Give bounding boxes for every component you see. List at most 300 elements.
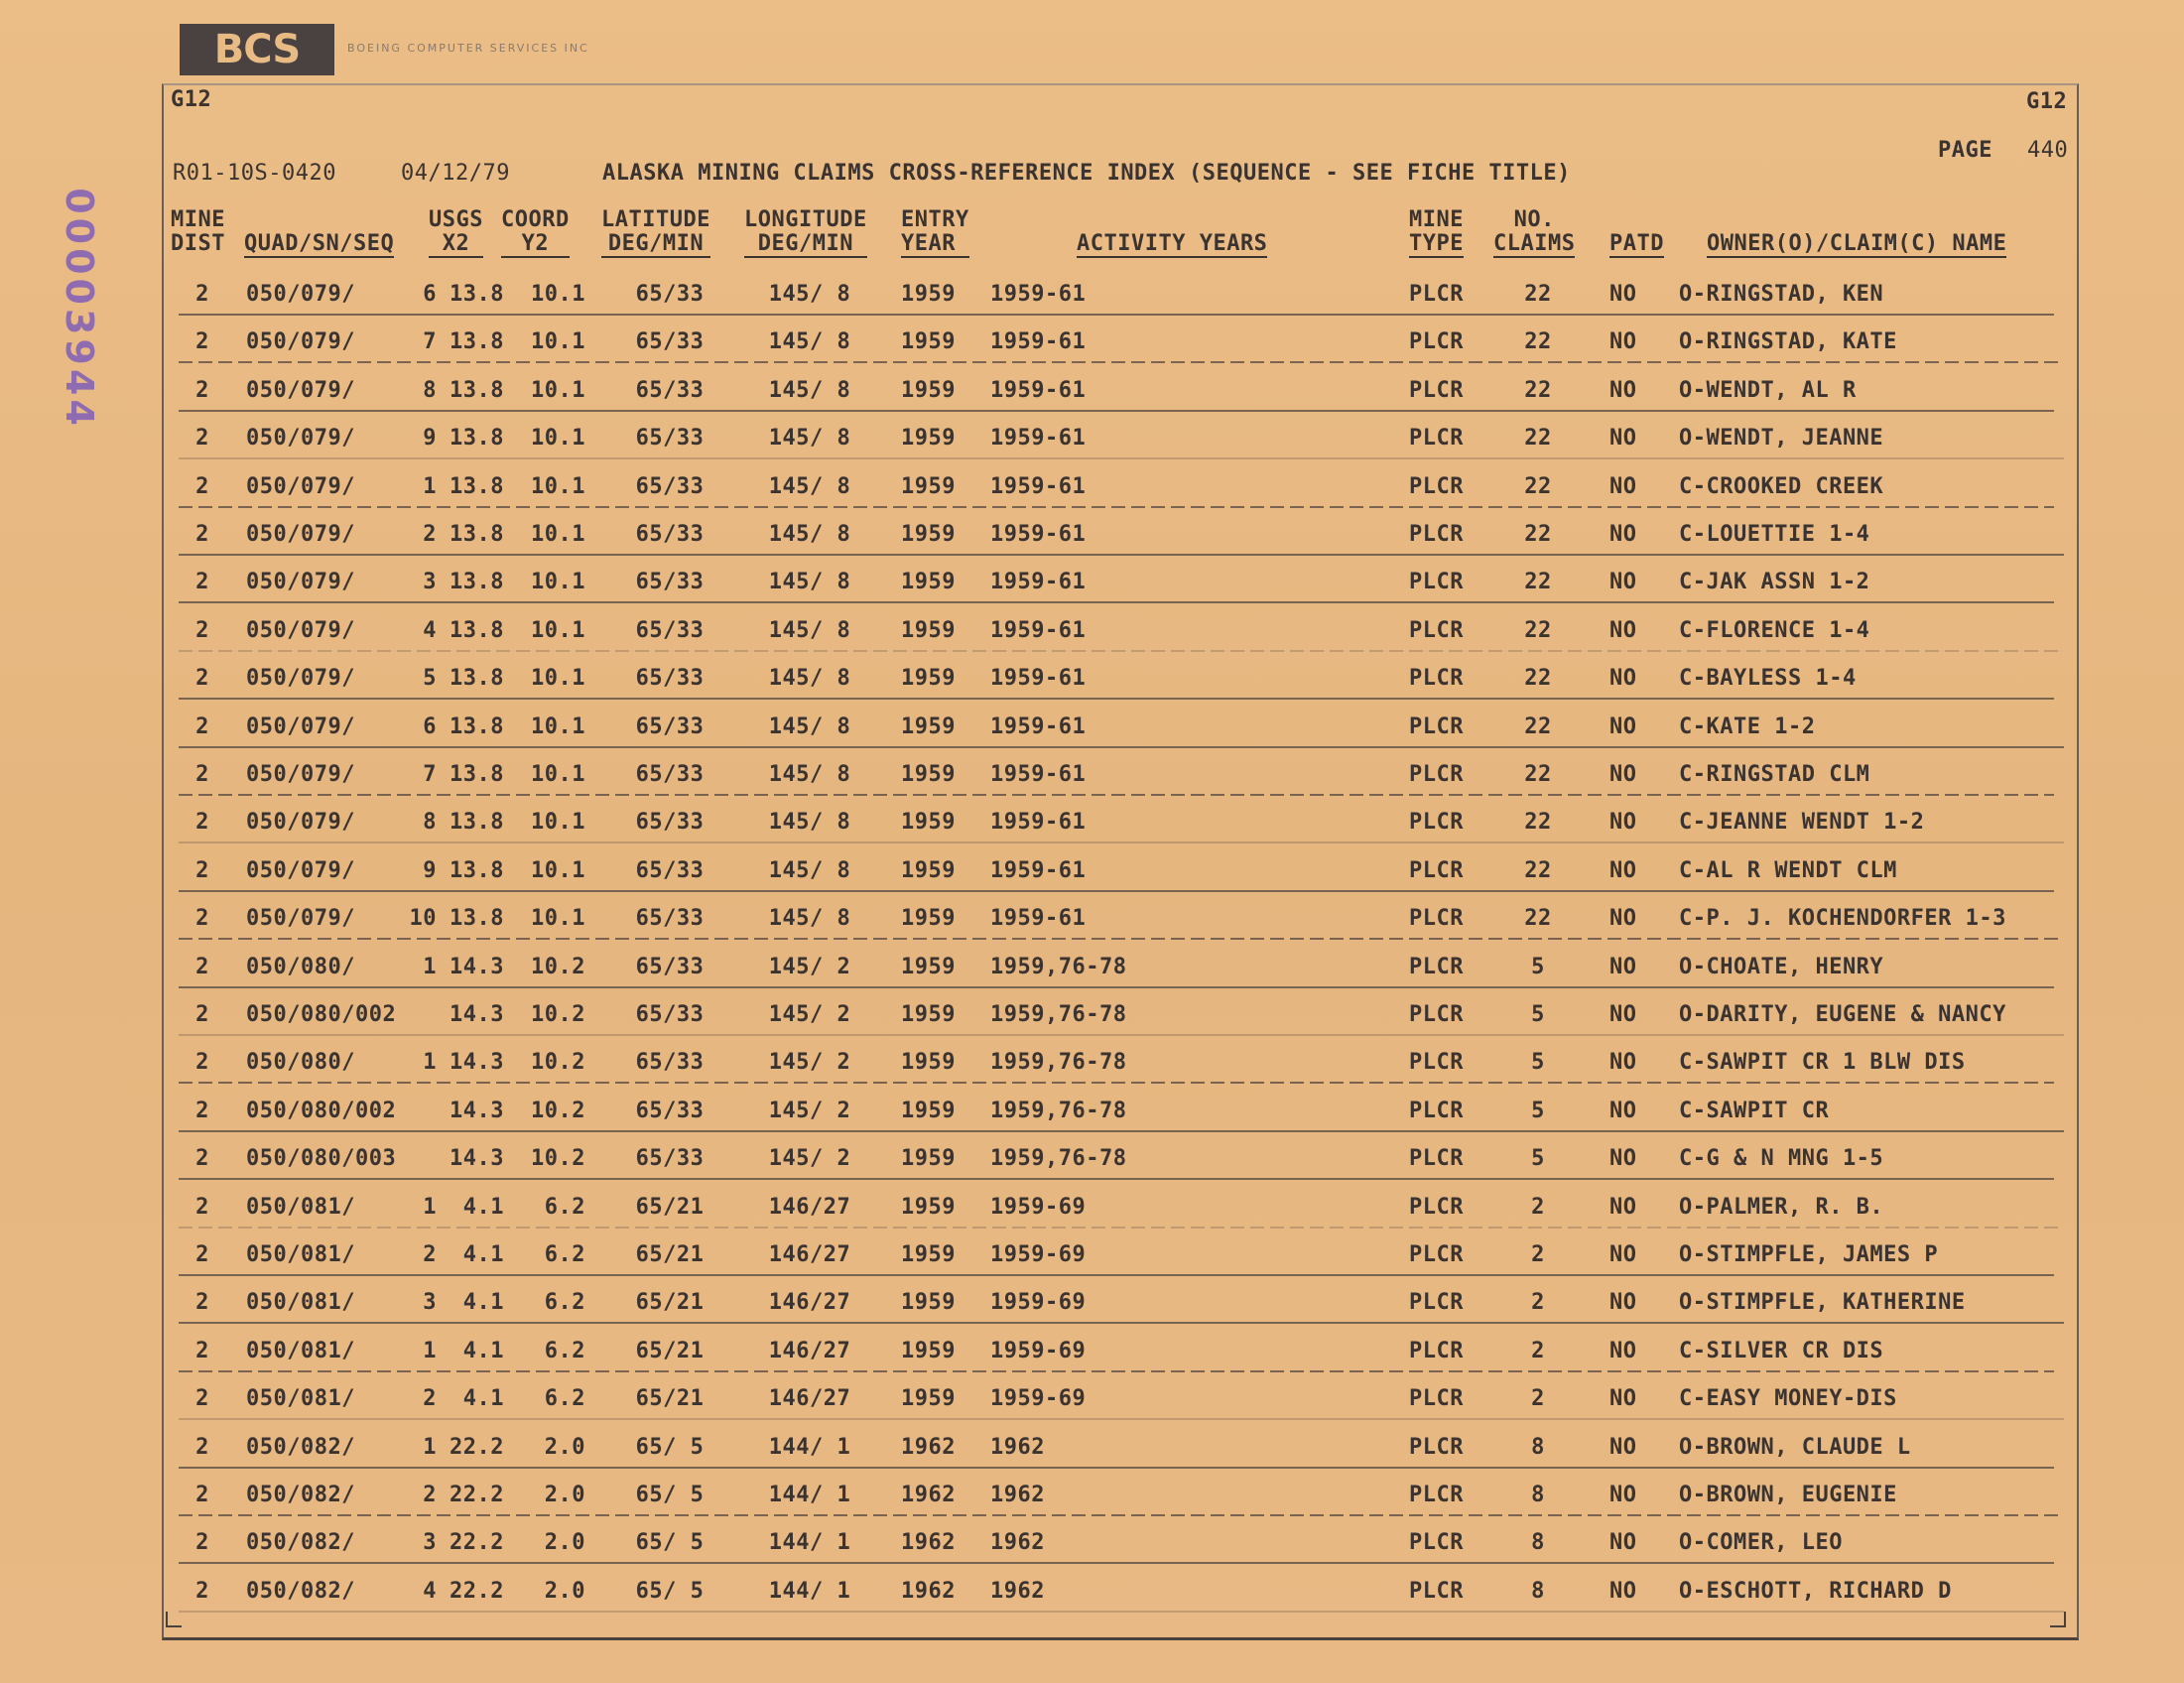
cell-mine-type: PLCR [1409,1242,1464,1267]
cell-seq: 8 [423,377,437,403]
col-patd: PATD [1609,231,1664,256]
cell-quad: 050/079/ [246,666,355,692]
cell-coord-y2: 10.1 [531,522,585,547]
cell-entry-year: 1959 [901,1290,956,1316]
cell-mine-type: PLCR [1409,810,1464,836]
row-rule [179,506,2054,508]
page-label: PAGE [1938,138,1992,163]
cell-entry-year: 1959 [901,473,956,499]
cell-quad: 050/080/002 [246,1002,397,1027]
cell-coord-y2: 10.1 [531,810,585,836]
cell-longitude: 145/ 8 [768,329,851,355]
cell-entry-year: 1959 [901,1146,956,1172]
cell-patd: NO [1609,713,1637,739]
col-coord-y2: COORD Y2 [501,207,570,256]
cell-usgs-x2: 13.8 [450,329,504,355]
row-rule [179,1178,2054,1180]
row-rule [179,1034,2064,1036]
cell-usgs-x2: 13.8 [450,906,504,932]
cell-entry-year: 1959 [901,617,956,643]
cell-usgs-x2: 22.2 [450,1434,504,1460]
cell-coord-y2: 10.1 [531,426,585,452]
cell-mine-dist: 2 [195,762,209,787]
cell-mine-dist: 2 [195,1483,209,1507]
cell-owner-claim-name: C-BAYLESS 1-4 [1679,666,1857,692]
cell-longitude: 146/27 [768,1194,851,1220]
table-row [169,1038,2064,1086]
cell-coord-y2: 10.1 [531,473,585,499]
cell-quad: 050/079/ [246,377,355,403]
cell-activity-years: 1959,76-78 [990,1146,1127,1172]
cell-activity-years: 1959-61 [990,857,1087,883]
cell-no-claims: 5 [1531,1098,1545,1123]
cell-latitude: 65/33 [635,377,705,403]
cell-no-claims: 8 [1531,1434,1545,1460]
cell-quad: 050/079/ [246,522,355,547]
table-row [169,414,2064,461]
table-row [169,462,2064,510]
cell-mine-dist: 2 [195,522,209,547]
table-row [169,1134,2064,1182]
cell-activity-years: 1962 [990,1578,1045,1604]
cell-owner-claim-name: C-G & N MNG 1-5 [1679,1146,1884,1172]
cell-longitude: 145/ 2 [768,1050,851,1076]
cell-coord-y2: 10.2 [531,954,585,979]
cell-activity-years: 1962 [990,1530,1045,1556]
cell-longitude: 146/27 [768,1338,851,1363]
cell-mine-type: PLCR [1409,1386,1464,1412]
cell-no-claims: 8 [1531,1530,1545,1556]
cell-activity-years: 1959-61 [990,570,1087,595]
cell-patd: NO [1609,329,1637,355]
cell-mine-dist: 2 [195,666,209,692]
table-row [169,1518,2064,1566]
row-rule [179,1130,2064,1132]
cell-seq: 2 [423,1386,437,1412]
cell-quad: 050/081/ [246,1242,355,1267]
cell-mine-type: PLCR [1409,1098,1464,1123]
cell-patd: NO [1609,282,1637,307]
cell-latitude: 65/33 [635,522,705,547]
cell-entry-year: 1959 [901,282,956,307]
cell-mine-dist: 2 [195,1146,209,1172]
cell-owner-claim-name: C-SILVER CR DIS [1679,1338,1884,1363]
cell-mine-dist: 2 [195,1002,209,1027]
cell-mine-type: PLCR [1409,1290,1464,1316]
cell-mine-type: PLCR [1409,1194,1464,1220]
cell-latitude: 65/33 [635,906,705,932]
cell-usgs-x2: 13.8 [450,762,504,787]
cell-quad: 050/082/ [246,1578,355,1604]
cell-mine-type: PLCR [1409,1434,1464,1460]
cell-latitude: 65/33 [635,954,705,979]
cell-longitude: 145/ 8 [768,762,851,787]
cell-owner-claim-name: C-SAWPIT CR 1 BLW DIS [1679,1050,1966,1076]
col-latitude: LATITUDE DEG/MIN [601,207,710,256]
cell-latitude: 65/33 [635,426,705,452]
table-row [169,1567,2064,1615]
cell-owner-claim-name: C-CROOKED CREEK [1679,473,1884,499]
cell-longitude: 145/ 2 [768,1002,851,1027]
cell-entry-year: 1959 [901,857,956,883]
table-row [169,750,2064,798]
row-rule [179,410,2054,412]
cell-activity-years: 1959-61 [990,522,1087,547]
cell-owner-claim-name: C-JAK ASSN 1-2 [1679,570,1870,595]
cell-owner-claim-name: O-STIMPFLE, JAMES P [1679,1242,1939,1267]
cell-longitude: 145/ 8 [768,377,851,403]
row-rule [179,938,2064,940]
cell-seq: 1 [423,473,437,499]
cell-coord-y2: 10.1 [531,762,585,787]
cell-latitude: 65/33 [635,666,705,692]
table-row [169,1423,2064,1471]
cell-quad: 050/080/003 [246,1146,397,1172]
cell-longitude: 145/ 2 [768,1146,851,1172]
row-rule [179,457,2064,459]
cell-patd: NO [1609,762,1637,787]
cell-activity-years: 1959-61 [990,762,1087,787]
cell-usgs-x2: 14.3 [450,1002,504,1027]
cell-latitude: 65/21 [635,1242,705,1267]
cell-entry-year: 1959 [901,1098,956,1123]
table-row [169,894,2064,942]
cell-patd: NO [1609,1242,1637,1267]
cell-coord-y2: 6.2 [544,1194,585,1220]
cell-usgs-x2: 14.3 [450,1146,504,1172]
cell-no-claims: 5 [1531,954,1545,979]
company-name: BOEING COMPUTER SERVICES INC [347,42,589,55]
row-rule [179,601,2054,603]
row-rule [179,1611,2064,1613]
cell-coord-y2: 10.1 [531,666,585,692]
cell-mine-type: PLCR [1409,857,1464,883]
row-rule [179,890,2054,892]
cell-patd: NO [1609,906,1637,932]
cell-coord-y2: 6.2 [544,1338,585,1363]
cell-usgs-x2: 4.1 [462,1194,504,1220]
cell-owner-claim-name: C-EASY MONEY-DIS [1679,1386,1897,1412]
cell-mine-type: PLCR [1409,906,1464,932]
cell-latitude: 65/33 [635,1002,705,1027]
cell-coord-y2: 10.2 [531,1146,585,1172]
table-row [169,1327,2064,1374]
cell-mine-dist: 2 [195,570,209,595]
row-rule [179,1274,2054,1276]
cell-mine-dist: 2 [195,1434,209,1460]
cell-activity-years: 1959-69 [990,1242,1087,1267]
cell-entry-year: 1959 [901,377,956,403]
cell-seq: 1 [423,1434,437,1460]
cell-coord-y2: 10.1 [531,570,585,595]
cell-no-claims: 5 [1531,1002,1545,1027]
cell-coord-y2: 10.1 [531,282,585,307]
cell-longitude: 144/ 1 [768,1530,851,1556]
cell-longitude: 146/27 [768,1290,851,1316]
cell-mine-type: PLCR [1409,426,1464,452]
cell-owner-claim-name: O-CHOATE, HENRY [1679,954,1884,979]
row-rule [179,1562,2054,1564]
col-entry-year: ENTRY YEAR [901,207,969,256]
table-row [169,1471,2064,1518]
cell-owner-claim-name: O-BROWN, EUGENIE [1679,1483,1897,1507]
row-rule [179,314,2054,316]
cell-latitude: 65/33 [635,617,705,643]
cell-usgs-x2: 13.8 [450,857,504,883]
cell-mine-dist: 2 [195,1338,209,1363]
cell-owner-claim-name: O-COMER, LEO [1679,1530,1843,1556]
cell-longitude: 145/ 8 [768,906,851,932]
cell-no-claims: 5 [1531,1146,1545,1172]
cell-entry-year: 1962 [901,1530,956,1556]
table-row [169,990,2064,1038]
cell-longitude: 145/ 2 [768,1098,851,1123]
cell-patd: NO [1609,1434,1637,1460]
cell-longitude: 145/ 8 [768,426,851,452]
cell-mine-type: PLCR [1409,1578,1464,1604]
cell-seq: 6 [423,282,437,307]
cell-mine-type: PLCR [1409,617,1464,643]
cell-no-claims: 5 [1531,1050,1545,1076]
cell-longitude: 145/ 2 [768,954,851,979]
report-date: 04/12/79 [401,161,510,186]
cell-quad: 050/079/ [246,857,355,883]
cell-activity-years: 1959,76-78 [990,1050,1127,1076]
cell-no-claims: 2 [1531,1386,1545,1412]
cell-mine-type: PLCR [1409,1146,1464,1172]
cell-entry-year: 1959 [901,954,956,979]
cell-patd: NO [1609,1386,1637,1412]
cell-owner-claim-name: O-PALMER, R. B. [1679,1194,1884,1220]
row-rule [179,1467,2054,1469]
cell-coord-y2: 10.2 [531,1002,585,1027]
stamp-number: 00003944 [58,188,101,430]
cell-owner-claim-name: O-WENDT, AL R [1679,377,1857,403]
cell-seq: 3 [423,570,437,595]
cell-mine-type: PLCR [1409,570,1464,595]
cell-quad: 050/079/ [246,713,355,739]
cell-activity-years: 1959-69 [990,1290,1087,1316]
cell-quad: 050/079/ [246,570,355,595]
cell-longitude: 146/27 [768,1242,851,1267]
cell-activity-years: 1959-61 [990,426,1087,452]
table-row [169,1374,2064,1422]
cell-usgs-x2: 14.3 [450,1050,504,1076]
cell-coord-y2: 10.1 [531,857,585,883]
cell-mine-type: PLCR [1409,522,1464,547]
cell-coord-y2: 2.0 [544,1578,585,1604]
record-stamp [40,188,119,430]
col-usgs-x2: USGS X2 [429,207,483,256]
table-row [169,1230,2064,1278]
cell-activity-years: 1959-61 [990,617,1087,643]
cell-latitude: 65/21 [635,1194,705,1220]
cell-quad: 050/079/ [246,810,355,836]
cell-usgs-x2: 4.1 [462,1242,504,1267]
cell-no-claims: 8 [1531,1483,1545,1507]
cell-activity-years: 1959-69 [990,1194,1087,1220]
cell-no-claims: 22 [1524,810,1552,836]
cell-patd: NO [1609,810,1637,836]
report-id: R01-10S-0420 [173,161,336,186]
cell-activity-years: 1959-61 [990,906,1087,932]
cell-entry-year: 1959 [901,426,956,452]
cell-no-claims: 22 [1524,906,1552,932]
cell-mine-type: PLCR [1409,1338,1464,1363]
cell-latitude: 65/ 5 [635,1578,705,1604]
cell-coord-y2: 2.0 [544,1483,585,1507]
cell-no-claims: 22 [1524,426,1552,452]
cell-usgs-x2: 13.8 [450,522,504,547]
cell-mine-dist: 2 [195,857,209,883]
cell-seq: 7 [423,329,437,355]
cell-entry-year: 1959 [901,1050,956,1076]
cell-longitude: 144/ 1 [768,1578,851,1604]
cell-activity-years: 1959-61 [990,810,1087,836]
cell-entry-year: 1959 [901,762,956,787]
cell-no-claims: 22 [1524,713,1552,739]
cell-mine-dist: 2 [195,377,209,403]
cell-activity-years: 1959-61 [990,329,1087,355]
cell-activity-years: 1962 [990,1483,1045,1507]
cell-quad: 050/079/ [246,906,355,932]
cell-seq: 4 [423,617,437,643]
cell-usgs-x2: 13.8 [450,426,504,452]
cell-longitude: 145/ 8 [768,522,851,547]
cell-owner-claim-name: C-LOUETTIE 1-4 [1679,522,1870,547]
cell-owner-claim-name: C-KATE 1-2 [1679,713,1816,739]
cell-patd: NO [1609,857,1637,883]
table-row [169,366,2064,414]
page-number: 440 [2027,138,2069,163]
cell-no-claims: 22 [1524,473,1552,499]
cell-quad: 050/082/ [246,1483,355,1507]
cell-latitude: 65/21 [635,1338,705,1363]
cell-patd: NO [1609,570,1637,595]
cell-seq: 10 [409,906,437,932]
cell-latitude: 65/33 [635,713,705,739]
table-row [169,1087,2064,1134]
col-longitude: LONGITUDE DEG/MIN [744,207,867,256]
cell-latitude: 65/33 [635,857,705,883]
cell-owner-claim-name: O-RINGSTAD, KATE [1679,329,1897,355]
table-row [169,606,2064,654]
cell-activity-years: 1959-61 [990,666,1087,692]
cell-seq: 2 [423,1483,437,1507]
cell-seq: 3 [423,1530,437,1556]
table-row [169,703,2064,750]
cell-seq: 3 [423,1290,437,1316]
cell-mine-type: PLCR [1409,713,1464,739]
cell-owner-claim-name: C-SAWPIT CR [1679,1098,1830,1123]
cell-quad: 050/082/ [246,1530,355,1556]
cell-quad: 050/080/ [246,1050,355,1076]
cell-no-claims: 22 [1524,857,1552,883]
cell-coord-y2: 2.0 [544,1530,585,1556]
cell-mine-type: PLCR [1409,1002,1464,1027]
table-row [169,1183,2064,1230]
col-quad: QUAD/SN/SEQ [244,231,395,256]
cell-longitude: 145/ 8 [768,617,851,643]
col-owner-claim-name: OWNER(O)/CLAIM(C) NAME [1707,231,2007,256]
table-row [169,270,2064,318]
cell-mine-dist: 2 [195,1530,209,1556]
cell-mine-dist: 2 [195,810,209,836]
table-row [169,318,2064,365]
cell-seq: 2 [423,522,437,547]
cell-patd: NO [1609,1338,1637,1363]
cell-quad: 050/081/ [246,1290,355,1316]
row-rule [179,1322,2064,1324]
cell-quad: 050/082/ [246,1434,355,1460]
cell-latitude: 65/33 [635,1098,705,1123]
cell-quad: 050/080/002 [246,1098,397,1123]
cell-entry-year: 1959 [901,666,956,692]
cell-patd: NO [1609,954,1637,979]
cell-latitude: 65/33 [635,1050,705,1076]
cell-owner-claim-name: C-AL R WENDT CLM [1679,857,1897,883]
cell-mine-dist: 2 [195,329,209,355]
cell-longitude: 144/ 1 [768,1434,851,1460]
cell-latitude: 65/33 [635,1146,705,1172]
cell-usgs-x2: 14.3 [450,1098,504,1123]
cell-quad: 050/079/ [246,617,355,643]
cell-mine-type: PLCR [1409,954,1464,979]
table-row [169,943,2064,990]
cell-mine-type: PLCR [1409,377,1464,403]
cell-patd: NO [1609,426,1637,452]
cell-longitude: 145/ 8 [768,570,851,595]
cell-mine-dist: 2 [195,906,209,932]
cell-mine-dist: 2 [195,954,209,979]
cell-usgs-x2: 13.8 [450,570,504,595]
cell-entry-year: 1959 [901,1338,956,1363]
cell-mine-dist: 2 [195,617,209,643]
cell-coord-y2: 6.2 [544,1290,585,1316]
cell-patd: NO [1609,377,1637,403]
cell-entry-year: 1959 [901,713,956,739]
cell-patd: NO [1609,1050,1637,1076]
cell-no-claims: 22 [1524,617,1552,643]
cell-activity-years: 1959-69 [990,1338,1087,1363]
cell-patd: NO [1609,1098,1637,1123]
cell-patd: NO [1609,666,1637,692]
cell-no-claims: 22 [1524,522,1552,547]
row-rule [179,650,2064,652]
cell-mine-dist: 2 [195,282,209,307]
cell-no-claims: 22 [1524,377,1552,403]
cell-seq: 1 [423,1338,437,1363]
col-mine-dist: MINE DIST [171,207,225,256]
cell-longitude: 145/ 8 [768,282,851,307]
cell-patd: NO [1609,1194,1637,1220]
cell-entry-year: 1959 [901,329,956,355]
cell-longitude: 146/27 [768,1386,851,1412]
cell-longitude: 145/ 8 [768,473,851,499]
cell-entry-year: 1959 [901,906,956,932]
cell-latitude: 65/33 [635,282,705,307]
cell-mine-dist: 2 [195,713,209,739]
cell-activity-years: 1959-69 [990,1386,1087,1412]
table-row [169,510,2064,558]
row-rule [179,1418,2064,1420]
cell-latitude: 65/21 [635,1290,705,1316]
cell-latitude: 65/ 5 [635,1434,705,1460]
cell-mine-dist: 2 [195,473,209,499]
cell-seq: 5 [423,666,437,692]
row-rule [179,554,2064,556]
cell-patd: NO [1609,617,1637,643]
